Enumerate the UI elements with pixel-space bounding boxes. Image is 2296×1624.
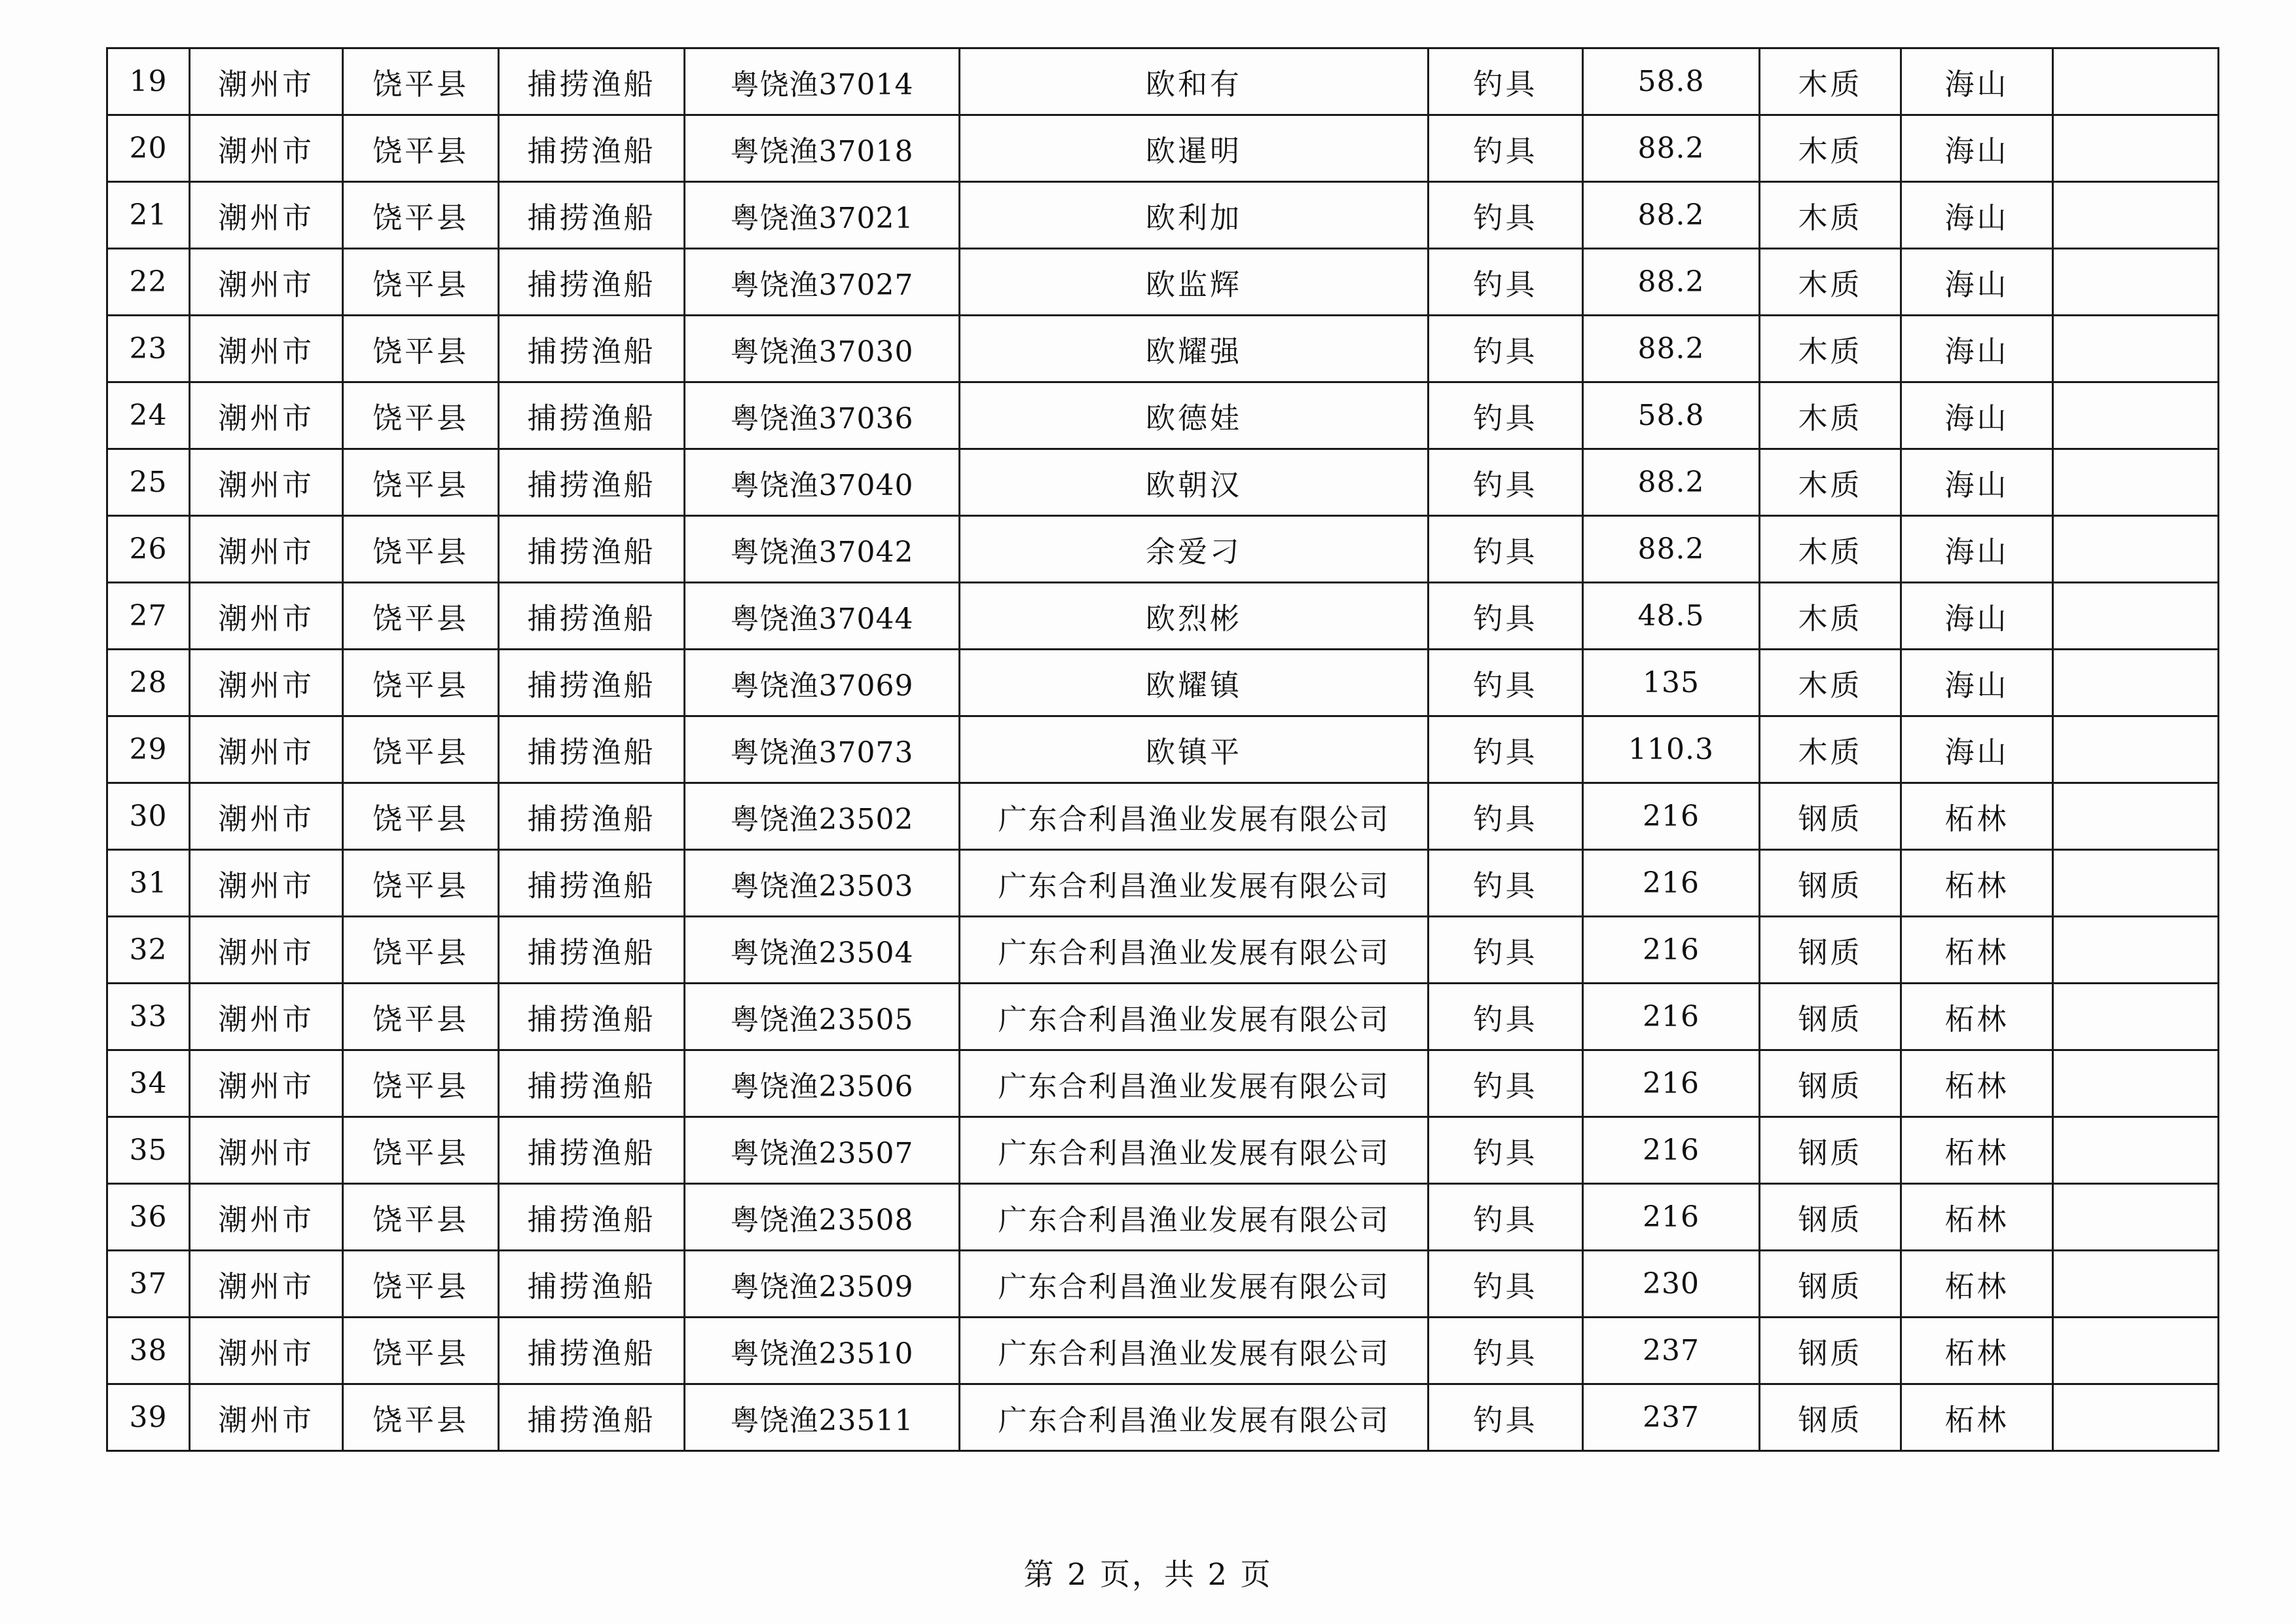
cell-home-port: 海山 [1901, 382, 2053, 449]
table-row [107, 583, 2219, 650]
cell-row-number: 19 [107, 48, 190, 115]
cell-fishing-gear: 钓具 [1429, 917, 1583, 984]
cell-fishing-gear: 钓具 [1429, 382, 1583, 449]
cell-row-number: 28 [107, 650, 190, 716]
cell-home-port: 柘林 [1901, 850, 2053, 917]
cell-vessel-type: 捕捞渔船 [499, 48, 685, 115]
cell-vessel-type: 捕捞渔船 [499, 1318, 685, 1384]
cell-owner: 欧朝汉 [960, 449, 1429, 516]
cell-home-port: 柘林 [1901, 1318, 2053, 1384]
cell-owner: 欧暹明 [960, 115, 1429, 182]
cell-engine-power: 88.2 [1583, 115, 1760, 182]
cell-fishing-gear: 钓具 [1429, 516, 1583, 583]
cell-vessel-number: 粤饶渔37021 [685, 182, 960, 249]
cell-vessel-type: 捕捞渔船 [499, 382, 685, 449]
cell-city: 潮州市 [190, 984, 343, 1050]
cell-hull-material: 钢质 [1760, 1050, 1901, 1117]
cell-vessel-type: 捕捞渔船 [499, 1050, 685, 1117]
cell-row-number: 34 [107, 1050, 190, 1117]
cell-owner: 欧监辉 [960, 249, 1429, 316]
cell-home-port: 海山 [1901, 716, 2053, 783]
cell-vessel-number: 粤饶渔37014 [685, 48, 960, 115]
cell-owner: 欧镇平 [960, 716, 1429, 783]
cell-vessel-number: 粤饶渔23509 [685, 1251, 960, 1318]
cell-remark [2053, 850, 2219, 917]
cell-engine-power: 48.5 [1583, 583, 1760, 650]
cell-vessel-type: 捕捞渔船 [499, 182, 685, 249]
cell-hull-material: 钢质 [1760, 984, 1901, 1050]
table-row [107, 115, 2219, 182]
cell-county: 饶平县 [343, 1251, 499, 1318]
cell-city: 潮州市 [190, 1117, 343, 1184]
cell-fishing-gear: 钓具 [1429, 850, 1583, 917]
cell-fishing-gear: 钓具 [1429, 1117, 1583, 1184]
cell-city: 潮州市 [190, 1318, 343, 1384]
cell-hull-material: 木质 [1760, 516, 1901, 583]
cell-fishing-gear: 钓具 [1429, 449, 1583, 516]
cell-vessel-number: 粤饶渔23511 [685, 1384, 960, 1451]
cell-fishing-gear: 钓具 [1429, 583, 1583, 650]
cell-row-number: 25 [107, 449, 190, 516]
cell-engine-power: 216 [1583, 1050, 1760, 1117]
cell-hull-material: 木质 [1760, 182, 1901, 249]
cell-remark [2053, 783, 2219, 850]
cell-home-port: 海山 [1901, 115, 2053, 182]
table-row [107, 1050, 2219, 1117]
cell-fishing-gear: 钓具 [1429, 1318, 1583, 1384]
cell-fishing-gear: 钓具 [1429, 182, 1583, 249]
table-row [107, 783, 2219, 850]
cell-fishing-gear: 钓具 [1429, 1251, 1583, 1318]
cell-remark [2053, 1251, 2219, 1318]
cell-owner: 广东合利昌渔业发展有限公司 [960, 1384, 1429, 1451]
cell-vessel-number: 粤饶渔37040 [685, 449, 960, 516]
cell-vessel-number: 粤饶渔37044 [685, 583, 960, 650]
cell-owner: 欧耀镇 [960, 650, 1429, 716]
cell-remark [2053, 1117, 2219, 1184]
cell-engine-power: 237 [1583, 1384, 1760, 1451]
cell-remark [2053, 716, 2219, 783]
cell-row-number: 36 [107, 1184, 190, 1251]
table-row [107, 1184, 2219, 1251]
cell-hull-material: 钢质 [1760, 1184, 1901, 1251]
cell-owner: 广东合利昌渔业发展有限公司 [960, 917, 1429, 984]
cell-row-number: 32 [107, 917, 190, 984]
cell-county: 饶平县 [343, 1384, 499, 1451]
cell-city: 潮州市 [190, 783, 343, 850]
cell-remark [2053, 249, 2219, 316]
cell-home-port: 柘林 [1901, 1184, 2053, 1251]
cell-vessel-number: 粤饶渔37030 [685, 316, 960, 382]
cell-vessel-number: 粤饶渔23508 [685, 1184, 960, 1251]
cell-city: 潮州市 [190, 249, 343, 316]
cell-row-number: 22 [107, 249, 190, 316]
cell-vessel-number: 粤饶渔23506 [685, 1050, 960, 1117]
cell-vessel-number: 粤饶渔23502 [685, 783, 960, 850]
cell-hull-material: 木质 [1760, 583, 1901, 650]
table-row [107, 1318, 2219, 1384]
cell-vessel-type: 捕捞渔船 [499, 850, 685, 917]
cell-fishing-gear: 钓具 [1429, 716, 1583, 783]
cell-engine-power: 216 [1583, 783, 1760, 850]
cell-home-port: 柘林 [1901, 783, 2053, 850]
cell-owner: 欧烈彬 [960, 583, 1429, 650]
cell-remark [2053, 1384, 2219, 1451]
cell-city: 潮州市 [190, 449, 343, 516]
cell-fishing-gear: 钓具 [1429, 783, 1583, 850]
cell-hull-material: 钢质 [1760, 1318, 1901, 1384]
cell-row-number: 29 [107, 716, 190, 783]
cell-owner: 广东合利昌渔业发展有限公司 [960, 984, 1429, 1050]
cell-county: 饶平县 [343, 316, 499, 382]
cell-city: 潮州市 [190, 917, 343, 984]
cell-county: 饶平县 [343, 382, 499, 449]
cell-county: 饶平县 [343, 583, 499, 650]
cell-fishing-gear: 钓具 [1429, 650, 1583, 716]
cell-owner: 余爱刁 [960, 516, 1429, 583]
cell-county: 饶平县 [343, 1117, 499, 1184]
table-row [107, 716, 2219, 783]
cell-fishing-gear: 钓具 [1429, 1384, 1583, 1451]
cell-vessel-number: 粤饶渔23505 [685, 984, 960, 1050]
cell-hull-material: 木质 [1760, 382, 1901, 449]
cell-county: 饶平县 [343, 249, 499, 316]
cell-home-port: 海山 [1901, 516, 2053, 583]
cell-city: 潮州市 [190, 850, 343, 917]
cell-vessel-type: 捕捞渔船 [499, 984, 685, 1050]
cell-row-number: 27 [107, 583, 190, 650]
page-footer: 第 2 页，共 2 页 [1023, 1557, 1273, 1592]
cell-vessel-number: 粤饶渔23504 [685, 917, 960, 984]
cell-vessel-type: 捕捞渔船 [499, 516, 685, 583]
cell-home-port: 柘林 [1901, 1384, 2053, 1451]
cell-owner: 欧利加 [960, 182, 1429, 249]
cell-remark [2053, 449, 2219, 516]
cell-vessel-type: 捕捞渔船 [499, 1184, 685, 1251]
cell-fishing-gear: 钓具 [1429, 48, 1583, 115]
cell-hull-material: 木质 [1760, 48, 1901, 115]
cell-hull-material: 钢质 [1760, 850, 1901, 917]
cell-row-number: 35 [107, 1117, 190, 1184]
cell-city: 潮州市 [190, 115, 343, 182]
table-row [107, 48, 2219, 115]
cell-home-port: 海山 [1901, 650, 2053, 716]
cell-county: 饶平县 [343, 650, 499, 716]
cell-vessel-type: 捕捞渔船 [499, 449, 685, 516]
cell-city: 潮州市 [190, 1384, 343, 1451]
table-row [107, 516, 2219, 583]
cell-owner: 广东合利昌渔业发展有限公司 [960, 1184, 1429, 1251]
cell-hull-material: 木质 [1760, 650, 1901, 716]
cell-remark [2053, 382, 2219, 449]
cell-hull-material: 木质 [1760, 316, 1901, 382]
cell-vessel-number: 粤饶渔37018 [685, 115, 960, 182]
table-row [107, 1251, 2219, 1318]
cell-row-number: 21 [107, 182, 190, 249]
cell-vessel-type: 捕捞渔船 [499, 583, 685, 650]
cell-vessel-type: 捕捞渔船 [499, 783, 685, 850]
cell-owner: 广东合利昌渔业发展有限公司 [960, 1050, 1429, 1117]
cell-city: 潮州市 [190, 382, 343, 449]
cell-vessel-number: 粤饶渔37042 [685, 516, 960, 583]
cell-home-port: 柘林 [1901, 1050, 2053, 1117]
cell-city: 潮州市 [190, 48, 343, 115]
cell-remark [2053, 48, 2219, 115]
cell-engine-power: 135 [1583, 650, 1760, 716]
table-row [107, 1384, 2219, 1451]
table-row [107, 850, 2219, 917]
cell-county: 饶平县 [343, 182, 499, 249]
cell-vessel-type: 捕捞渔船 [499, 1384, 685, 1451]
table-row [107, 984, 2219, 1050]
cell-remark [2053, 516, 2219, 583]
cell-owner: 广东合利昌渔业发展有限公司 [960, 783, 1429, 850]
cell-hull-material: 钢质 [1760, 1251, 1901, 1318]
cell-owner: 广东合利昌渔业发展有限公司 [960, 1318, 1429, 1384]
cell-vessel-number: 粤饶渔23507 [685, 1117, 960, 1184]
cell-county: 饶平县 [343, 1184, 499, 1251]
cell-county: 饶平县 [343, 917, 499, 984]
cell-engine-power: 216 [1583, 984, 1760, 1050]
cell-home-port: 海山 [1901, 48, 2053, 115]
cell-engine-power: 110.3 [1583, 716, 1760, 783]
cell-owner: 欧耀强 [960, 316, 1429, 382]
cell-remark [2053, 583, 2219, 650]
cell-county: 饶平县 [343, 716, 499, 783]
cell-city: 潮州市 [190, 716, 343, 783]
cell-row-number: 33 [107, 984, 190, 1050]
cell-fishing-gear: 钓具 [1429, 115, 1583, 182]
cell-home-port: 海山 [1901, 249, 2053, 316]
cell-vessel-number: 粤饶渔23510 [685, 1318, 960, 1384]
cell-vessel-type: 捕捞渔船 [499, 1117, 685, 1184]
cell-row-number: 23 [107, 316, 190, 382]
cell-remark [2053, 1318, 2219, 1384]
cell-vessel-number: 粤饶渔37027 [685, 249, 960, 316]
cell-row-number: 38 [107, 1318, 190, 1384]
cell-engine-power: 216 [1583, 850, 1760, 917]
cell-vessel-type: 捕捞渔船 [499, 249, 685, 316]
cell-owner: 广东合利昌渔业发展有限公司 [960, 850, 1429, 917]
cell-remark [2053, 1050, 2219, 1117]
table-row [107, 182, 2219, 249]
cell-home-port: 柘林 [1901, 984, 2053, 1050]
cell-hull-material: 木质 [1760, 249, 1901, 316]
cell-remark [2053, 115, 2219, 182]
cell-vessel-number: 粤饶渔37073 [685, 716, 960, 783]
cell-row-number: 30 [107, 783, 190, 850]
cell-home-port: 柘林 [1901, 917, 2053, 984]
cell-remark [2053, 316, 2219, 382]
cell-vessel-type: 捕捞渔船 [499, 115, 685, 182]
cell-engine-power: 230 [1583, 1251, 1760, 1318]
cell-fishing-gear: 钓具 [1429, 1184, 1583, 1251]
cell-vessel-number: 粤饶渔37036 [685, 382, 960, 449]
cell-remark [2053, 984, 2219, 1050]
cell-vessel-number: 粤饶渔23503 [685, 850, 960, 917]
cell-vessel-type: 捕捞渔船 [499, 650, 685, 716]
cell-hull-material: 木质 [1760, 115, 1901, 182]
cell-owner: 欧和有 [960, 48, 1429, 115]
table-body [107, 48, 2219, 1451]
cell-city: 潮州市 [190, 583, 343, 650]
cell-owner: 广东合利昌渔业发展有限公司 [960, 1117, 1429, 1184]
cell-home-port: 海山 [1901, 449, 2053, 516]
table-row [107, 650, 2219, 716]
cell-engine-power: 216 [1583, 1117, 1760, 1184]
cell-county: 饶平县 [343, 1050, 499, 1117]
cell-home-port: 柘林 [1901, 1251, 2053, 1318]
cell-row-number: 20 [107, 115, 190, 182]
cell-city: 潮州市 [190, 1050, 343, 1117]
cell-county: 饶平县 [343, 1318, 499, 1384]
cell-row-number: 31 [107, 850, 190, 917]
cell-home-port: 柘林 [1901, 1117, 2053, 1184]
cell-hull-material: 钢质 [1760, 917, 1901, 984]
vessel-registry-table [106, 47, 2219, 1452]
cell-city: 潮州市 [190, 316, 343, 382]
cell-fishing-gear: 钓具 [1429, 1050, 1583, 1117]
cell-vessel-number: 粤饶渔37069 [685, 650, 960, 716]
cell-hull-material: 木质 [1760, 449, 1901, 516]
cell-fishing-gear: 钓具 [1429, 249, 1583, 316]
cell-engine-power: 58.8 [1583, 48, 1760, 115]
cell-vessel-type: 捕捞渔船 [499, 917, 685, 984]
cell-engine-power: 216 [1583, 917, 1760, 984]
cell-city: 潮州市 [190, 1251, 343, 1318]
cell-hull-material: 钢质 [1760, 783, 1901, 850]
cell-engine-power: 88.2 [1583, 316, 1760, 382]
cell-hull-material: 钢质 [1760, 1384, 1901, 1451]
cell-county: 饶平县 [343, 984, 499, 1050]
cell-engine-power: 216 [1583, 1184, 1760, 1251]
cell-county: 饶平县 [343, 115, 499, 182]
table-row [107, 249, 2219, 316]
cell-hull-material: 木质 [1760, 716, 1901, 783]
cell-city: 潮州市 [190, 1184, 343, 1251]
cell-row-number: 26 [107, 516, 190, 583]
cell-vessel-type: 捕捞渔船 [499, 316, 685, 382]
cell-home-port: 海山 [1901, 583, 2053, 650]
cell-home-port: 海山 [1901, 316, 2053, 382]
cell-remark [2053, 1184, 2219, 1251]
cell-county: 饶平县 [343, 48, 499, 115]
cell-remark [2053, 182, 2219, 249]
cell-engine-power: 88.2 [1583, 449, 1760, 516]
cell-city: 潮州市 [190, 650, 343, 716]
cell-engine-power: 88.2 [1583, 182, 1760, 249]
cell-vessel-type: 捕捞渔船 [499, 1251, 685, 1318]
table-row [107, 1117, 2219, 1184]
cell-vessel-type: 捕捞渔船 [499, 716, 685, 783]
cell-remark [2053, 650, 2219, 716]
cell-engine-power: 88.2 [1583, 516, 1760, 583]
cell-city: 潮州市 [190, 182, 343, 249]
cell-owner: 广东合利昌渔业发展有限公司 [960, 1251, 1429, 1318]
cell-fishing-gear: 钓具 [1429, 984, 1583, 1050]
cell-engine-power: 237 [1583, 1318, 1760, 1384]
table-row [107, 382, 2219, 449]
cell-fishing-gear: 钓具 [1429, 316, 1583, 382]
cell-county: 饶平县 [343, 516, 499, 583]
cell-hull-material: 钢质 [1760, 1117, 1901, 1184]
cell-owner: 欧德娃 [960, 382, 1429, 449]
cell-county: 饶平县 [343, 449, 499, 516]
cell-county: 饶平县 [343, 783, 499, 850]
table-row [107, 917, 2219, 984]
cell-row-number: 24 [107, 382, 190, 449]
cell-home-port: 海山 [1901, 182, 2053, 249]
cell-row-number: 37 [107, 1251, 190, 1318]
cell-row-number: 39 [107, 1384, 190, 1451]
cell-remark [2053, 917, 2219, 984]
table-row [107, 316, 2219, 382]
cell-county: 饶平县 [343, 850, 499, 917]
cell-engine-power: 88.2 [1583, 249, 1760, 316]
cell-city: 潮州市 [190, 516, 343, 583]
cell-engine-power: 58.8 [1583, 382, 1760, 449]
table-row [107, 449, 2219, 516]
